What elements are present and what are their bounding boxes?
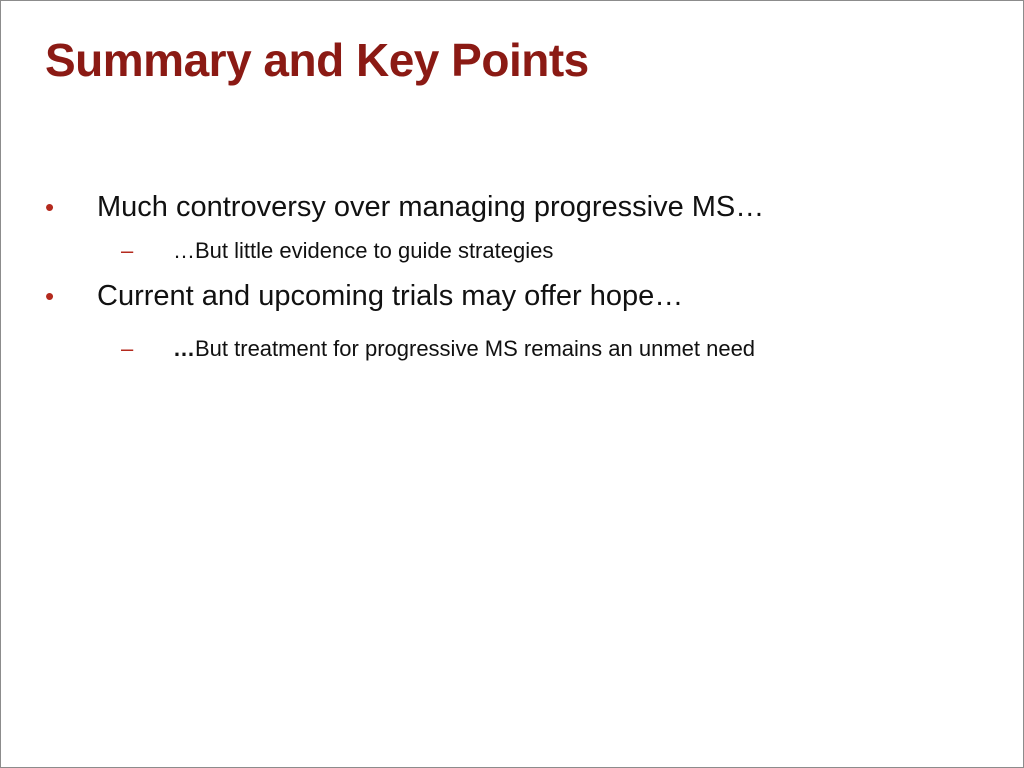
sub-bullet-text: But treatment for progressive MS remains an unmet need — [195, 336, 756, 361]
dash-icon: – — [121, 238, 134, 263]
sub-bullet-text: …But little evidence to guide strategies — [173, 238, 554, 263]
bullet-item — [45, 189, 764, 225]
slide-title: Summary and Key Points — [45, 34, 589, 86]
bullet-text: Current and upcoming trials may offer hope… — [97, 280, 684, 312]
bullet-icon: • — [45, 281, 55, 311]
bullet-icon: • — [45, 192, 55, 222]
sub-bullet-item — [121, 237, 553, 265]
sub-bullet-item — [121, 335, 755, 363]
bullet-text: Much controversy over managing progressive MS… — [97, 191, 765, 223]
ellipsis-lead: … — [173, 336, 195, 361]
bullet-item — [45, 278, 683, 314]
dash-icon: – — [121, 336, 134, 361]
